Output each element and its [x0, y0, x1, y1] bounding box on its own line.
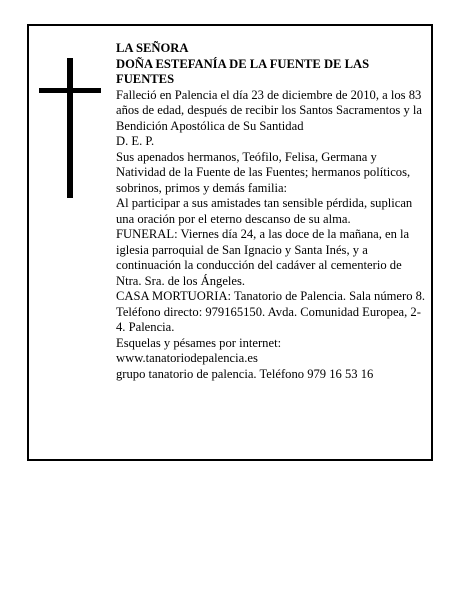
deceased-name: DOÑA ESTEFANÍA DE LA FUENTE DE LAS FUENTES [116, 56, 370, 86]
condolences-label: Esquelas y pésames por internet: [116, 335, 282, 350]
family-mourners: Sus apenados hermanos, Teófilo, Felisa, Germana y Natividad de la Fuente de las Fuentes; hermanos políticos, sobrinos, primos y demás familia: [116, 149, 411, 195]
latin-cross-icon [39, 58, 99, 198]
obituary-text [116, 41, 426, 382]
funeral-details: FUNERAL: Viernes día 24, a las doce de la mañana, en la iglesia parroquial de San Ignacio y Santa Inés, y a continuación la conducción del cadáver al cementerio de Ntra. Sra. de los Ángeles. [116, 227, 410, 288]
mortuary-details: CASA MORTUORIA: Tanatorio de Palencia. Sala número 8. Teléfono directo: 979165150. Avda. Comunidad Europea, 2-4. Palencia. [116, 289, 426, 334]
rip-abbreviation: D. E. P. [116, 134, 155, 148]
title-honorific: LA SEÑORA [116, 41, 189, 55]
cross-horizontal-bar [39, 88, 101, 93]
prayer-request: Al participar a sus amistades tan sensible pérdida, suplican una oración por el eterno descanso de su alma. [116, 196, 413, 226]
obituary-frame [27, 24, 433, 461]
cross-vertical-bar [67, 58, 73, 198]
death-announcement: Falleció en Palencia el día 23 de diciembre de 2010, a los 83 años de edad, después de recibir los Santos Sacramentos y la Bendición Apostólica de Su Santidad [116, 87, 423, 133]
website-url: www.tanatoriodepalencia.es [116, 351, 258, 365]
funeral-home-phone: grupo tanatorio de palencia. Teléfono 979 16 53 16 [116, 366, 374, 381]
